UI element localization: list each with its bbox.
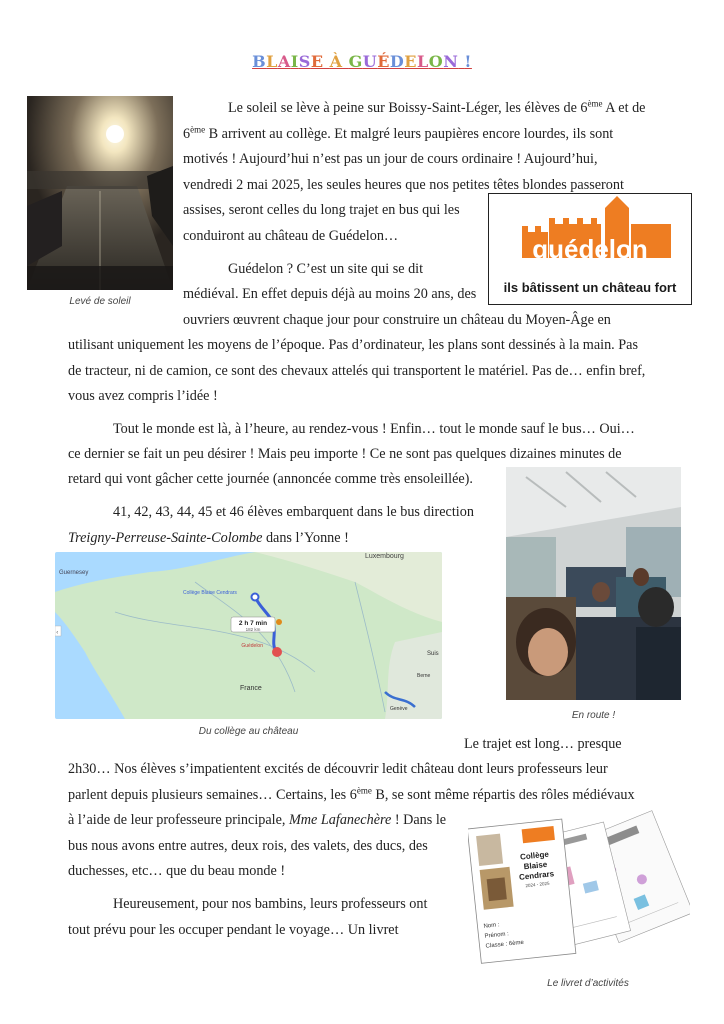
- text-line: Guédelon ? C’est un site qui se dit: [228, 261, 424, 277]
- text-span: à l’aide de leur professeure principale,: [68, 812, 289, 828]
- text-span: B, se sont même répartis des rôles médiévaux: [371, 787, 635, 803]
- text-line: vendredi 2 mai 2025, les seules heures que nos petites têtes blondes passeront: [183, 177, 624, 193]
- sunrise-photo: [27, 96, 173, 290]
- map-label-suisse: Suis: [427, 651, 439, 657]
- text-line: [68, 526, 349, 552]
- text-span: Le soleil se lève à peine sur Boissy-Saint-Léger, les élèves de 6: [228, 100, 588, 116]
- text-line: de tracteur, ni de camion, ce sont des chevaux attelés qui transportent le matériel. Pas de… enfin bref,: [68, 363, 646, 379]
- superscript: ème: [356, 785, 372, 796]
- map-label-guernesey: Guernesey: [59, 570, 89, 576]
- booklet-field-classe: Classe : 6ème: [485, 939, 525, 950]
- map-label-geneve: Genève: [390, 706, 408, 712]
- logo-name: guédelon: [532, 234, 648, 264]
- text-line: ce dernier se fait un peu désirer ! Mais peu importe ! Ce ne sont pas quelques dizaines minutes de: [68, 446, 622, 462]
- text-line: bus nous avons entre autres, deux rois, des valets, des ducs, des: [68, 838, 428, 854]
- booklet-field-nom: Nom :: [483, 922, 500, 930]
- map-label-college: Collège Blaise Cendrars: [183, 590, 237, 596]
- page-title: BLAISE À GUÉDELON !: [252, 52, 472, 71]
- text-span: dans l’Yonne !: [262, 530, 349, 546]
- bus-interior-photo: [506, 467, 681, 700]
- map-label-france: France: [240, 685, 262, 692]
- booklet-cover-line3: Cendrars: [518, 869, 555, 882]
- booklet-field-prenom: Prénom :: [484, 931, 510, 940]
- map-label-berne: Berne: [417, 673, 431, 679]
- booklet-caption: Le livret d’activités: [547, 978, 629, 989]
- booklet-cover-line1: Collège: [519, 849, 550, 862]
- map-label-luxembourg: Luxembourg: [365, 553, 404, 560]
- text-line: duchesses, etc… que du beau monde !: [68, 863, 286, 879]
- sunrise-caption: Levé de soleil: [69, 296, 131, 307]
- bus-caption: En route !: [571, 710, 616, 721]
- text-line: 41, 42, 43, 44, 45 et 46 élèves embarquent dans le bus direction: [113, 504, 474, 520]
- text-line: Tout le monde est là, à l’heure, au rendez-vous ! Enfin… tout le monde sauf le bus… Oui…: [113, 421, 635, 437]
- text-span: parlent depuis plusieurs semaines… Certains, les 6: [68, 787, 357, 803]
- destination-name: Treigny-Perreuse-Sainte-Colombe: [68, 530, 263, 546]
- text-line: retard qui vont gâcher cette journée (annoncée comme très ensoleillée).: [68, 471, 473, 487]
- text-line: ouvriers œuvrent chaque jour pour construire un château du Moyen-Âge en: [183, 312, 611, 328]
- booklet-cover-years: 2024 - 2025: [525, 880, 550, 889]
- text-span: B arrivent au collège. Et malgré leurs paupières encore lourdes, ils sont: [205, 126, 614, 142]
- map-label-guedelon: Guédelon: [241, 643, 263, 649]
- text-span: A et de: [602, 100, 646, 116]
- text-line: [68, 808, 446, 834]
- superscript: ème: [190, 124, 206, 135]
- logo-tagline: ils bâtissent un château fort: [503, 280, 677, 295]
- text-line: utilisant uniquement les moyens de l’époque. Pas d’ordinateur, les plans sont dessinés à la main. Pas: [68, 337, 638, 353]
- route-map: [55, 552, 442, 719]
- route-distance: 182 km: [245, 627, 261, 632]
- text-line: [183, 122, 613, 148]
- text-line: motivés ! Aujourd’hui n’est pas un jour de cours ordinaire ! Aujourd’hui,: [183, 151, 598, 167]
- text-span: ! Dans le: [391, 812, 447, 828]
- text-line: conduiront au château de Guédelon…: [183, 228, 399, 244]
- map-caption: Du collège au château: [198, 726, 299, 737]
- text-line: vous avez compris l’idée !: [68, 388, 218, 404]
- text-line: médiéval. En effet depuis déjà au moins 20 ans, des: [183, 286, 477, 302]
- text-span: 6: [183, 126, 191, 142]
- svg-text:‹: ‹: [56, 630, 59, 636]
- route-duration: 2 h 7 min: [238, 620, 268, 627]
- guedelon-logo: [488, 193, 692, 305]
- text-line: Le trajet est long… presque: [464, 736, 622, 752]
- activity-booklet-photo: [468, 805, 690, 965]
- text-line: [228, 96, 645, 122]
- text-line: 2h30… Nos élèves s’impatientent excités de découvrir ledit château dont leurs professeurs leur: [68, 761, 608, 777]
- booklet-cover-line2: Blaise: [523, 859, 548, 872]
- teacher-name: Mme Lafanechère: [288, 812, 392, 828]
- text-line: Heureusement, pour nos bambins, leurs professeurs ont: [113, 896, 428, 912]
- superscript: ème: [587, 98, 603, 109]
- text-line: tout prévu pour les occuper pendant le voyage… Un livret: [68, 922, 399, 938]
- text-line: assises, seront celles du long trajet en bus qui les: [183, 202, 460, 218]
